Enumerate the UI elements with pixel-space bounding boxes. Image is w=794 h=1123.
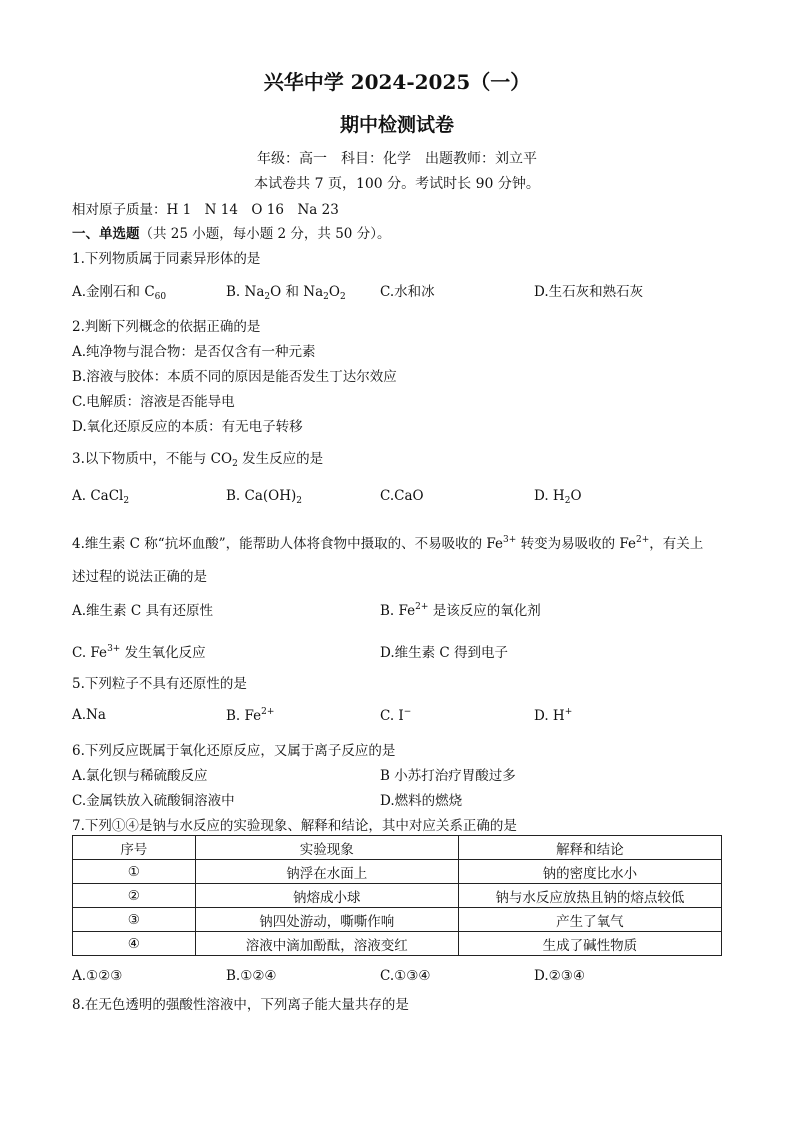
- q7-option-a: A.①②③: [72, 968, 123, 984]
- q2-option-d: D.氧化还原反应的本质：有无电子转移: [72, 419, 303, 435]
- q7-stem: 7.下列①④是钠与水反应的实验现象、解释和结论，其中对应关系正确的是: [72, 818, 517, 834]
- table-header-cell: 实验现象: [195, 836, 458, 860]
- q2-option-a: A.纯净物与混合物：是否仅含有一种元素: [72, 344, 316, 360]
- table-cell: 生成了碱性物质: [458, 932, 721, 956]
- q4-option-c: C. $Fe^{3+}$ 发生氧化反应: [72, 644, 206, 661]
- table-cell: 钠四处游动，嘶嘶作响: [195, 908, 458, 932]
- exam-meta: 年级：高一 科目：化学 出题教师：刘立平: [257, 151, 537, 167]
- q1-option-c: C.水和冰: [380, 284, 435, 300]
- q1-option-b: B. $Na_2O$ 和 $Na_2O_2$: [226, 284, 346, 302]
- q3-option-b: B. $Ca(OH)_2$: [226, 488, 302, 506]
- q4-option-b: B. $Fe^{2+}$ 是该反应的氧化剂: [380, 602, 541, 619]
- table-cell: 溶液中滴加酚酞，溶液变红: [195, 932, 458, 956]
- q6-option-d: D.燃料的燃烧: [380, 793, 463, 809]
- section-heading: [72, 222, 390, 242]
- table-row: [73, 932, 722, 956]
- table-cell: ①: [73, 860, 196, 884]
- table-header-cell: 序号: [73, 836, 196, 860]
- exam-info: 本试卷共 7 页，100 分。考试时长 90 分钟。: [254, 176, 540, 192]
- table-row: [73, 884, 722, 908]
- q3-option-d: D. $H_2O$: [534, 488, 582, 506]
- q2-option-c: C.电解质：溶液是否能导电: [72, 394, 235, 410]
- q6-stem: 6.下列反应既属于氧化还原反应，又属于离子反应的是: [72, 743, 396, 759]
- q6-option-c: C.金属铁放入硫酸铜溶液中: [72, 793, 235, 809]
- table-row: [73, 908, 722, 932]
- q5-option-a: A.Na: [72, 707, 106, 723]
- table-cell: ②: [73, 884, 196, 908]
- q4-option-a: A.维生素 C 具有还原性: [72, 603, 213, 619]
- q5-stem: 5.下列粒子不具有还原性的是: [72, 676, 247, 692]
- q3-option-a: A. CaCl$_2$: [72, 488, 130, 506]
- q5-option-d: D. H+: [534, 707, 573, 724]
- table-cell: 钠浮在水面上: [195, 860, 458, 884]
- table-cell: 钠的密度比水小: [458, 860, 721, 884]
- q1-option-a: A.金刚石和 $C_{60}$: [72, 284, 167, 302]
- q4-option-d: D.维生素 C 得到电子: [380, 645, 509, 661]
- q3-option-c: C.CaO: [380, 488, 424, 504]
- section-desc: （共 25 小题，每小题 2 分，共 50 分）。: [139, 226, 391, 242]
- q7-option-c: C.①③④: [380, 968, 431, 984]
- q7-table: [72, 835, 722, 956]
- table-cell: ③: [73, 908, 196, 932]
- q5-option-b: B. $Fe^{2+}$: [226, 707, 275, 724]
- q2-option-b: B.溶液与胶体：本质不同的原因是能否发生丁达尔效应: [72, 369, 397, 385]
- q8-stem: 8.在无色透明的强酸性溶液中，下列离子能大量共存的是: [72, 997, 409, 1013]
- table-cell: 钠熔成小球: [195, 884, 458, 908]
- q4-stem-line2: 述过程的说法正确的是: [72, 569, 207, 585]
- table-header-cell: 解释和结论: [458, 836, 721, 860]
- q5-option-c: C. I−: [380, 707, 412, 724]
- q6-option-a: A.氯化钡与稀硫酸反应: [72, 768, 208, 784]
- table-cell: ④: [73, 932, 196, 956]
- q2-stem: 2.判断下列概念的依据正确的是: [72, 319, 261, 335]
- q6-option-b: B 小苏打治疗胃酸过多: [380, 768, 516, 784]
- q1-stem: 1.下列物质属于同素异形体的是: [72, 251, 261, 267]
- table-cell: 产生了氧气: [458, 908, 721, 932]
- table-header-row: [73, 836, 722, 860]
- table-row: [73, 860, 722, 884]
- q3-stem: 3.以下物质中，不能与 $CO_2$ 发生反应的是: [72, 451, 324, 469]
- q7-option-d: D.②③④: [534, 968, 585, 984]
- exam-subtitle: 期中检测试卷: [339, 114, 454, 136]
- q4-stem: 4.维生素 C 称“抗坏血酸”，能帮助人体将食物中摄取的、不易吸收的 $Fe^{3+}$ 转变为易吸收的 $Fe^{2+}$，有关上: [72, 535, 704, 552]
- q7-option-b: B.①②④: [226, 968, 277, 984]
- section-label: 一、单选题: [72, 226, 140, 242]
- table-cell: 钠与水反应放热且钠的熔点较低: [458, 884, 721, 908]
- atomic-mass: 相对原子质量：H 1 N 14 O 16 Na 23: [72, 202, 339, 218]
- q1-option-d: D.生石灰和熟石灰: [534, 284, 644, 300]
- exam-title: 兴华中学 2024-2025（一）: [263, 70, 531, 94]
